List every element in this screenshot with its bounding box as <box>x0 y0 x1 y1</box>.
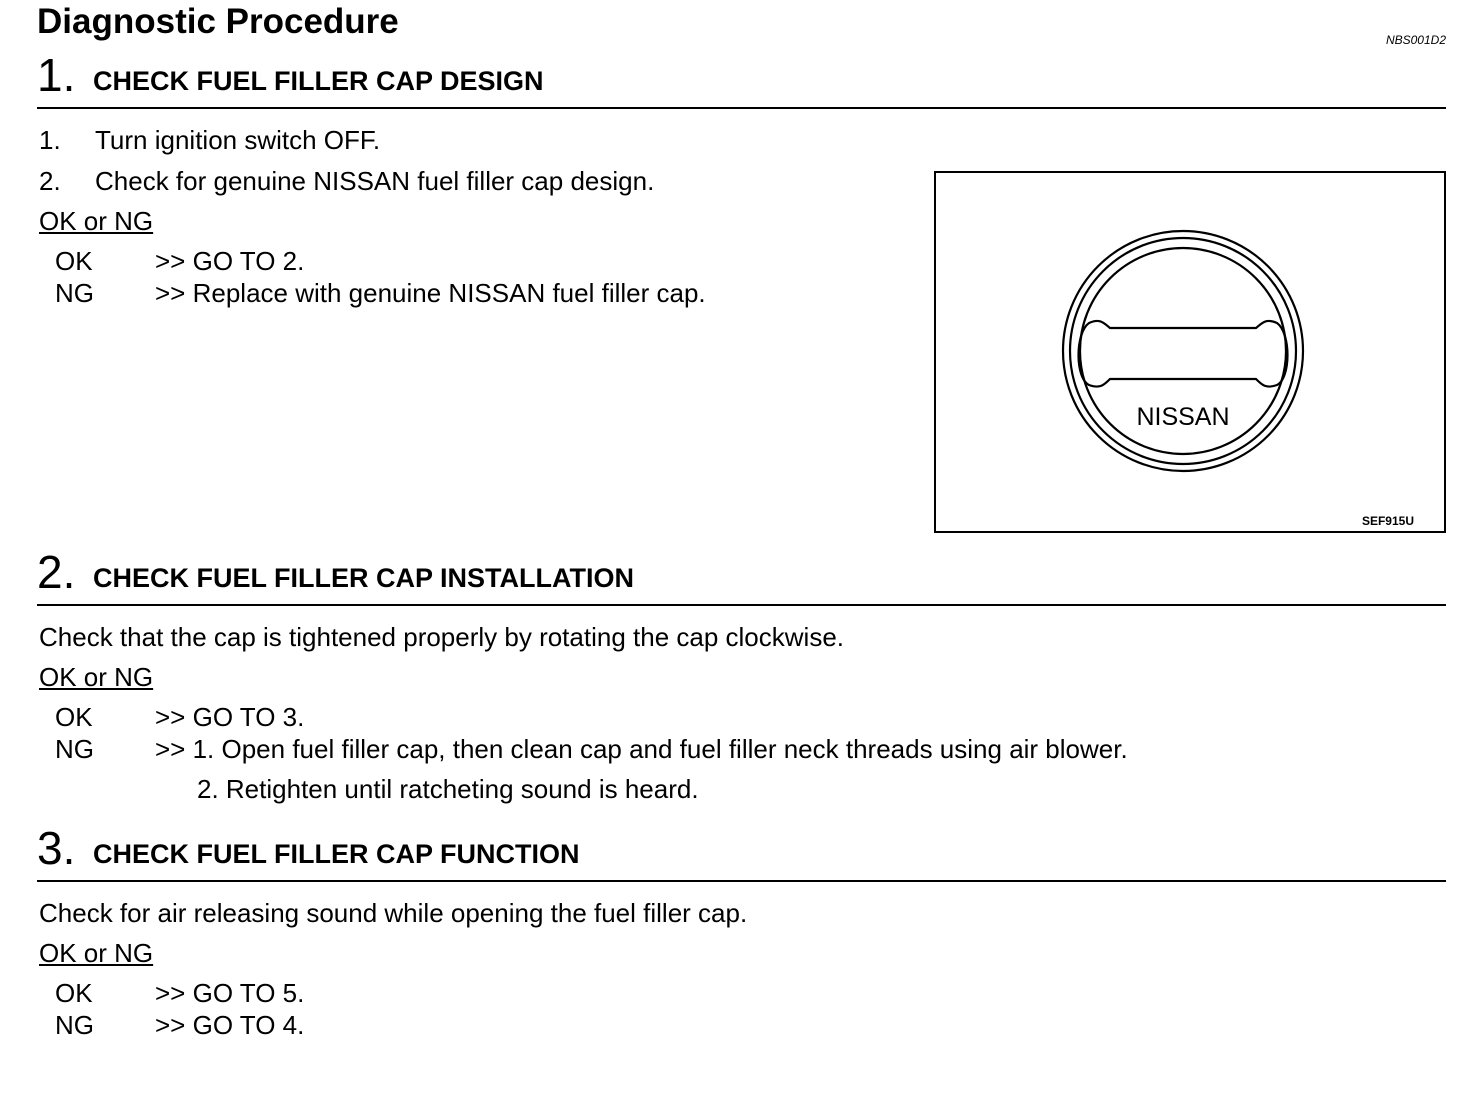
step-1-ok-code: OK <box>55 246 93 276</box>
step-3-okng-label: OK or NG <box>39 938 154 968</box>
step-2-ng-code: NG <box>55 734 94 764</box>
step-2-divider <box>37 604 1446 606</box>
cap-brand-label: NISSAN <box>1136 403 1230 431</box>
cap-outer-ring <box>1063 231 1303 471</box>
step-1-title: CHECK FUEL FILLER CAP DESIGN <box>93 66 544 96</box>
step-1-ok-action: >> GO TO 2. <box>155 246 305 276</box>
step-1-divider <box>37 107 1446 109</box>
fuel-filler-cap-illustration <box>936 173 1444 531</box>
step-3-check-text: Check for air releasing sound while opening the fuel filler cap. <box>39 898 748 928</box>
step-2-ok-code: OK <box>55 702 93 732</box>
step-1-okng-label: OK or NG <box>39 206 154 236</box>
step-3-number: 3. <box>37 822 76 874</box>
step-1-instruction-2-number: 2. <box>39 166 61 196</box>
step-2-okng-label: OK or NG <box>39 662 154 692</box>
step-3-ok-code: OK <box>55 978 93 1008</box>
step-2-title: CHECK FUEL FILLER CAP INSTALLATION <box>93 563 634 593</box>
step-1-instruction-1-text: Turn ignition switch OFF. <box>95 125 381 155</box>
step-3-divider <box>37 880 1446 882</box>
figure-code: SEF915U <box>1361 514 1414 528</box>
document-title: Diagnostic Procedure <box>37 2 399 41</box>
cap-grip-handle <box>1079 321 1288 387</box>
step-3-ok-action: >> GO TO 5. <box>155 978 305 1008</box>
fuel-cap-figure <box>934 171 1446 533</box>
step-2-ng-action-continuation: 2. Retighten until ratcheting sound is heard. <box>197 774 699 804</box>
step-2-ok-action: >> GO TO 3. <box>155 702 305 732</box>
step-1-instruction-1-number: 1. <box>39 125 61 155</box>
step-2-number: 2. <box>37 546 76 598</box>
step-3-title: CHECK FUEL FILLER CAP FUNCTION <box>93 839 580 869</box>
step-3-ng-code: NG <box>55 1010 94 1040</box>
step-1-ng-action: >> Replace with genuine NISSAN fuel filler cap. <box>155 278 706 308</box>
step-1-number: 1. <box>37 49 76 101</box>
step-2-check-text: Check that the cap is tightened properly by rotating the cap clockwise. <box>39 622 844 652</box>
reference-code: NBS001D2 <box>1385 33 1446 47</box>
step-3-ng-action: >> GO TO 4. <box>155 1010 305 1040</box>
step-1-instruction-2-text: Check for genuine NISSAN fuel filler cap design. <box>95 166 655 196</box>
step-2-ng-action: >> 1. Open fuel filler cap, then clean cap and fuel filler neck threads using air blower. <box>155 734 1128 764</box>
step-1-ng-code: NG <box>55 278 94 308</box>
